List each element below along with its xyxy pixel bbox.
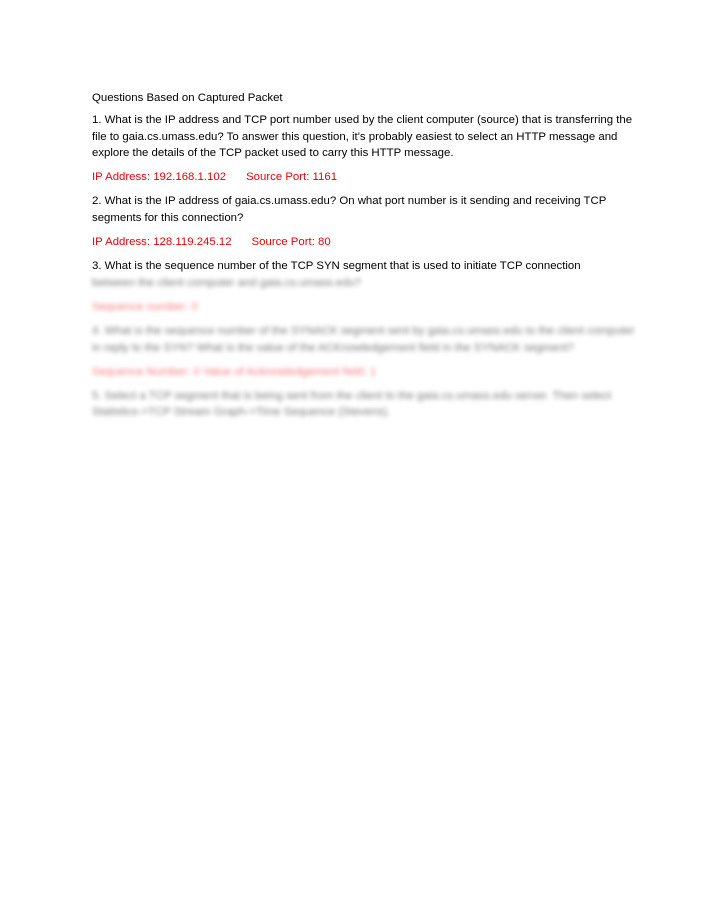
answer-3: Sequence number: 0: [92, 300, 198, 313]
answer-2-port: Source Port: 80: [251, 236, 331, 249]
document-content: [92, 90, 640, 429]
answer-1-ip: IP Address: 192.168.1.102: [92, 171, 227, 184]
answer-2-ip: IP Address: 128.119.245.12: [92, 236, 232, 249]
answer-4: Sequence Number: 0 Value of Acknowledgement field: 1: [92, 365, 377, 378]
question-3: [92, 258, 640, 291]
answer-1: [92, 169, 640, 185]
document-title: Questions Based on Captured Packet: [92, 92, 283, 104]
question-2: 2. What is the IP address of gaia.cs.umass.edu? On what port number is it sending and receiving TCP segments for this connection?: [92, 195, 607, 224]
question-5: 5. Select a TCP segment that is being sent from the client to the gaia.cs.umass.edu server. Then select Statistics->TCP Stream Graph->Time Sequence (Stevens).: [92, 390, 612, 419]
question-3-visible: 3. What is the sequence number of the TCP SYN segment that is used to initiate TCP connection: [92, 260, 581, 273]
question-1: 1. What is the IP address and TCP port number used by the client computer (source) that is transferring the file to gaia.cs.umass.edu? To answer this question, it's probably easiest to select an HTTP message and explore the details of the TCP packet used to carry this HTTP message.: [92, 114, 633, 159]
answer-2: [92, 234, 640, 250]
answer-1-port: Source Port: 1161: [246, 171, 338, 184]
question-4: 4. What is the sequence number of the SYNACK segment sent by gaia.cs.umass.edu to the client computer in reply to the SYN? What is the value of the ACKnowledgement field in the SYNACK segment?: [92, 325, 635, 354]
question-3-blurred: between the client computer and gaia.cs.umass.edu?: [92, 276, 362, 289]
